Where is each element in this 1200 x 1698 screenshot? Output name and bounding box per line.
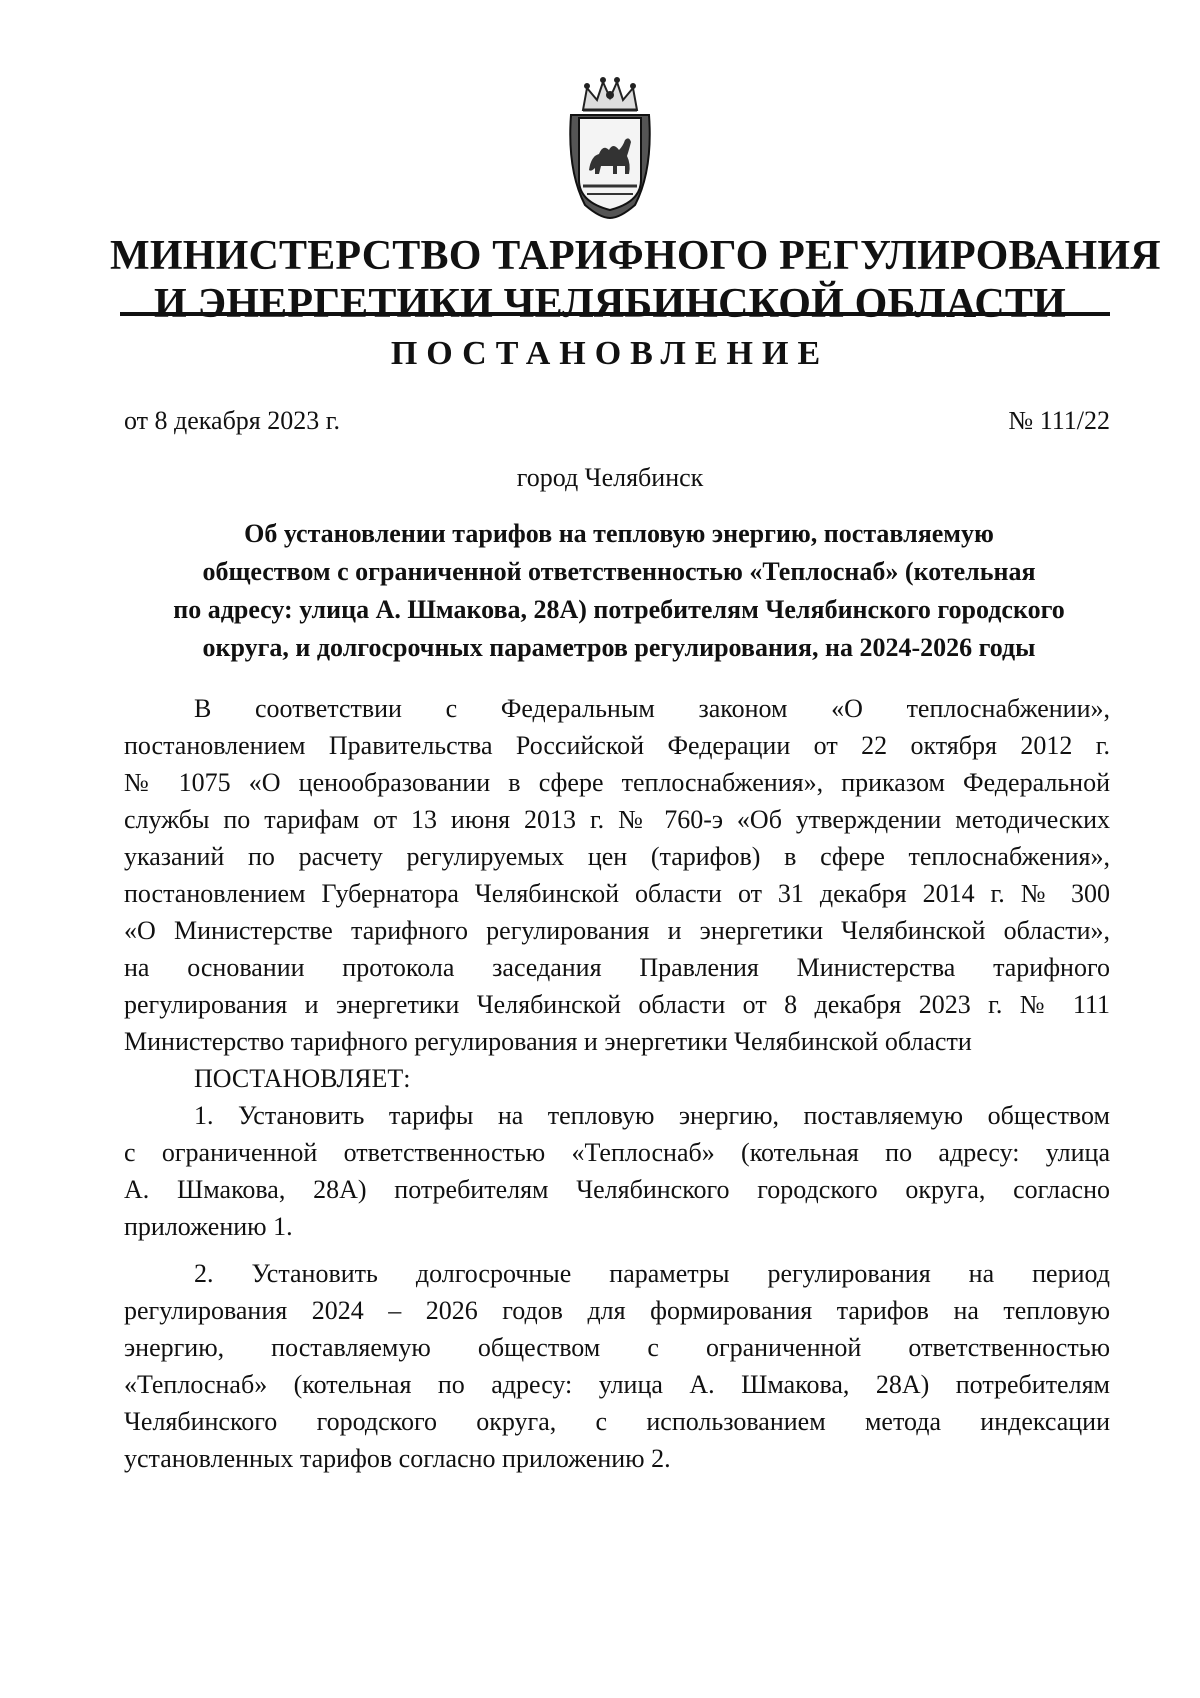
preamble-line: постановлением Правительства Российской Федерации от 22 октября 2012 г. xyxy=(124,731,1110,760)
preamble-line: постановлением Губернатора Челябинской области от 31 декабря 2014 г. № 300 xyxy=(124,879,1110,908)
item2-line: Челябинского городского округа, с использованием метода индексации xyxy=(124,1407,1110,1436)
resolves-heading: ПОСТАНОВЛЯЕТ: xyxy=(194,1064,411,1093)
item2-line: 2. Установить долгосрочные параметры регулирования на период xyxy=(194,1259,1110,1288)
item2-line: «Теплоснаб» (котельная по адресу: улица А. Шмакова, 28А) потребителям xyxy=(124,1370,1110,1399)
subject-line: по адресу: улица А. Шмакова, 28А) потребителям Челябинского городского xyxy=(173,595,1065,624)
ministry-name-line1: МИНИСТЕРСТВО ТАРИФНОГО РЕГУЛИРОВАНИЯ xyxy=(110,233,1161,279)
item1-line: с ограниченной ответственностью «Теплоснаб» (котельная по адресу: улица xyxy=(124,1138,1110,1167)
preamble-line: № 1075 «О ценообразовании в сфере теплоснабжения», приказом Федеральной xyxy=(124,768,1110,797)
coat-of-arms-icon xyxy=(565,70,655,220)
paragraph-gap xyxy=(124,1245,1110,1255)
item2-line: регулирования 2024 – 2026 годов для формирования тарифов на тепловую xyxy=(124,1296,1110,1325)
subject-line: обществом с ограниченной ответственностью «Теплоснаб» (котельная xyxy=(202,557,1036,586)
item1-line: А. Шмакова, 28А) потребителям Челябинского городского округа, согласно xyxy=(124,1175,1110,1204)
ministry-name-line2: И ЭНЕРГЕТИКИ ЧЕЛЯБИНСКОЙ ОБЛАСТИ xyxy=(154,281,1066,327)
document-type: ПОСТАНОВЛЕНИЕ xyxy=(390,335,830,372)
item1-line: 1. Установить тарифы на тепловую энергию, поставляемую обществом xyxy=(194,1101,1110,1130)
document-number: № 111/22 xyxy=(1008,406,1110,435)
preamble-line: «О Министерстве тарифного регулирования и энергетики Челябинской области», xyxy=(124,916,1110,945)
item1-line: приложению 1. xyxy=(124,1212,293,1241)
header-divider xyxy=(120,312,1110,316)
preamble-line: В соответствии с Федеральным законом «О теплоснабжении», xyxy=(194,694,1110,723)
item2-line: энергию, поставляемую обществом с ограниченной ответственностью xyxy=(124,1333,1110,1362)
subject-line: Об установлении тарифов на тепловую энергию, поставляемую xyxy=(244,519,994,548)
preamble-line: регулирования и энергетики Челябинской области от 8 декабря 2023 г. № 111 xyxy=(124,990,1110,1019)
document-city: город Челябинск xyxy=(516,463,704,492)
preamble-line: указаний по расчету регулируемых цен (тарифов) в сфере теплоснабжения», xyxy=(124,842,1110,871)
preamble-line: Министерство тарифного регулирования и энергетики Челябинской области xyxy=(124,1027,972,1056)
document-body xyxy=(124,690,1110,1477)
item2-line: установленных тарифов согласно приложению 2. xyxy=(124,1444,671,1473)
document-date: от 8 декабря 2023 г. xyxy=(124,406,340,435)
preamble-line: на основании протокола заседания Правления Министерства тарифного xyxy=(124,953,1110,982)
subject-line: округа, и долгосрочных параметров регулирования, на 2024-2026 годы xyxy=(202,633,1036,662)
preamble-line: службы по тарифам от 13 июня 2013 г. № 760-э «Об утверждении методических xyxy=(124,805,1110,834)
document-subject xyxy=(124,515,1114,667)
